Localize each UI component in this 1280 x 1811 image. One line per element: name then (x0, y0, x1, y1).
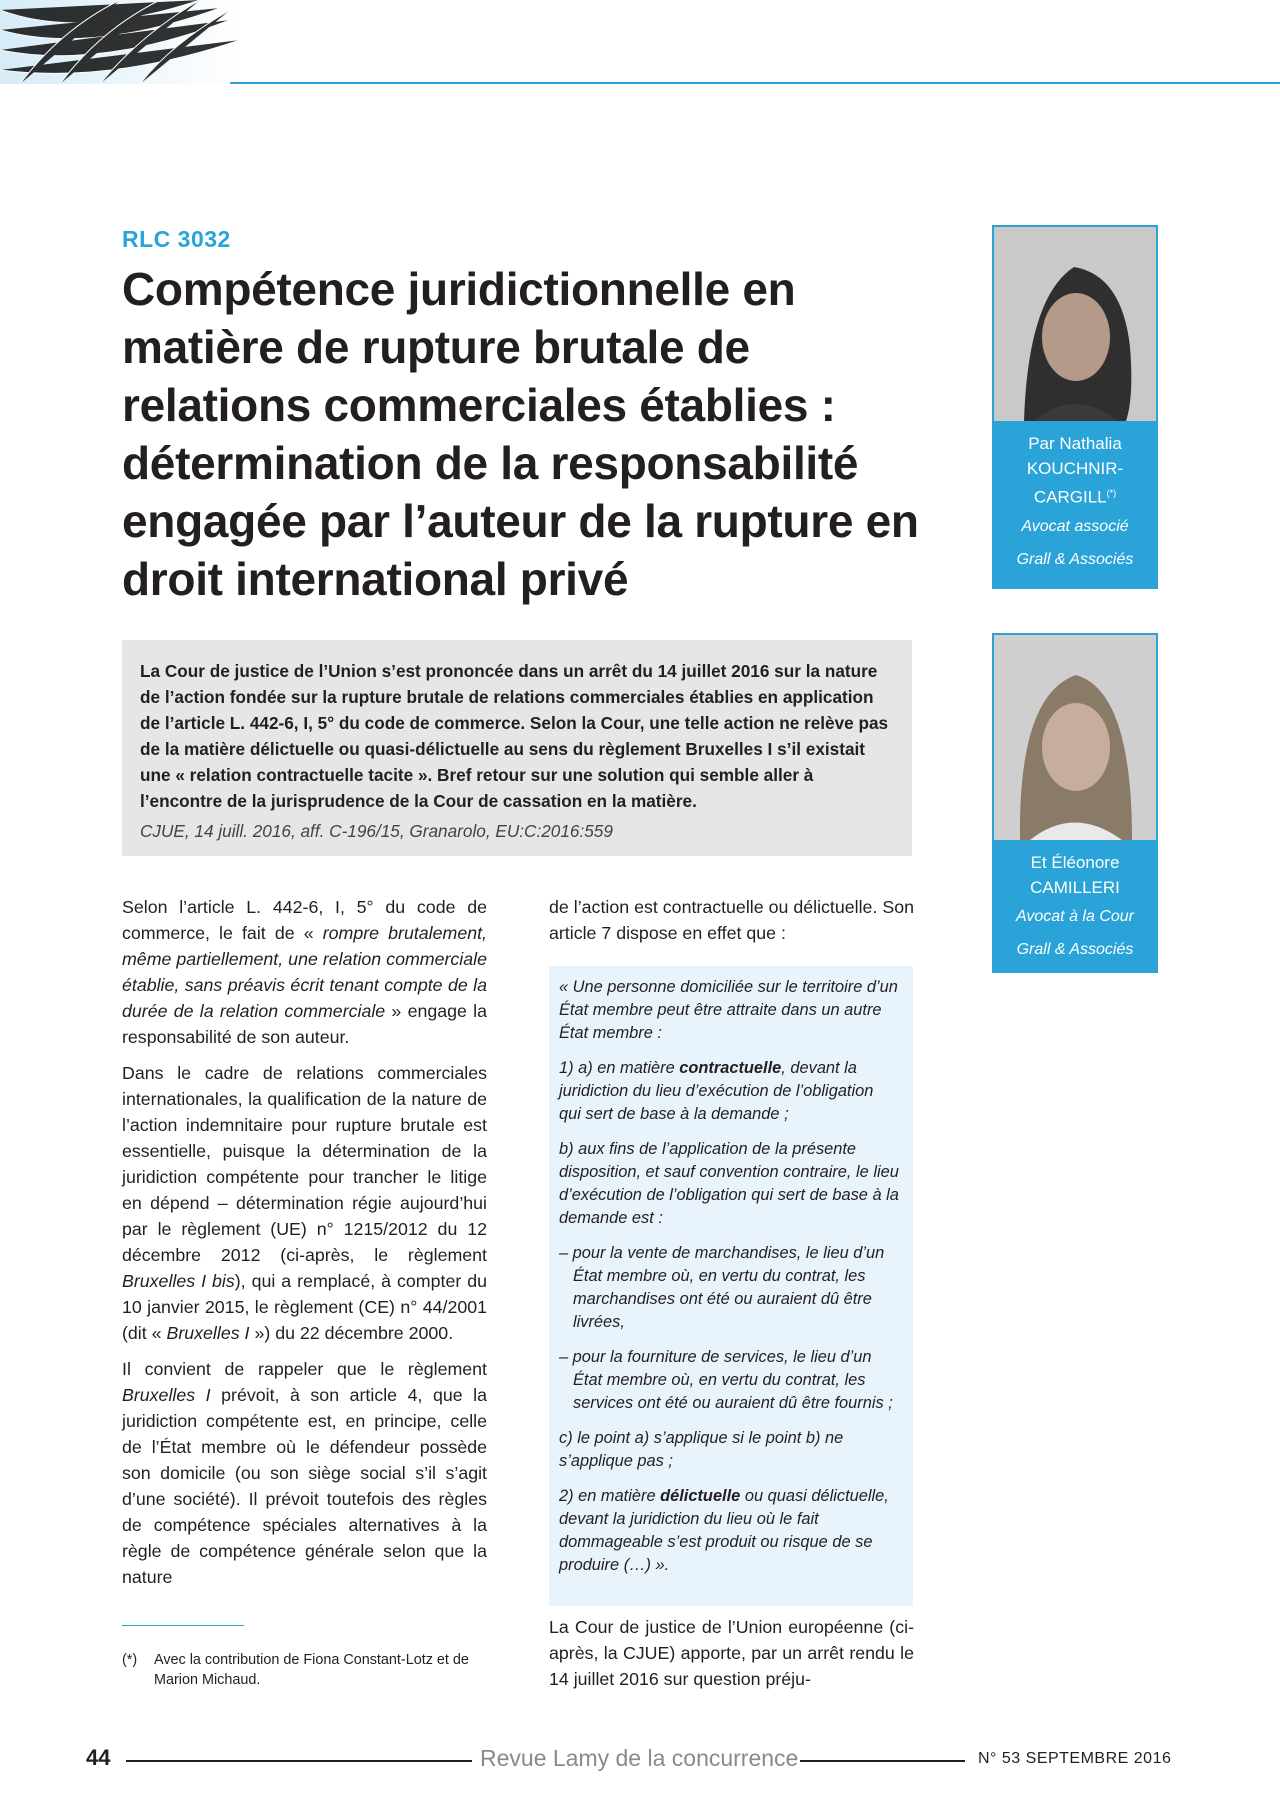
quote-paragraph: « Une personne domiciliée sur le territoire d’un État membre peut être attraite dans un autre État membre : (559, 978, 898, 1042)
case-citation: CJUE, 14 juill. 2016, aff. C-196/15, Granarolo, EU:C:2016:559 (140, 821, 613, 841)
article-title: Compétence juridictionnelle en matière de rupture brutale de relations commerciales établies : détermination de la responsabilité engagée par l’auteur de la rupture en droit international privé (122, 263, 919, 605)
author-role: Avocat associé (1021, 517, 1129, 535)
author-info: Et Éléonore CAMILLERI Avocat à la Cour Grall & Associés (994, 840, 1156, 974)
footer-rule-left (126, 1760, 472, 1762)
author-firm: Grall & Associés (1016, 550, 1134, 568)
article-reference: RLC 3032 (122, 226, 231, 252)
author-photo (994, 227, 1156, 421)
author-photo (994, 635, 1156, 840)
body-column-left (122, 894, 487, 1600)
footnote-mark: (*) (122, 1652, 138, 1668)
author-firm: Grall & Associés (1016, 941, 1134, 958)
paragraph: La Cour de justice de l’Union européenne (ci-après, la CJUE) apporte, par un arrêt rendu le 14 juillet 2016 sur question préju- (549, 1617, 914, 1689)
page-number: 44 (86, 1745, 111, 1770)
author-info: Par Nathalia KOUCHNIR- CARGILL(*) Avocat associé Grall & Associés (994, 421, 1156, 584)
journal-title: Revue Lamy de la concurrence (480, 1745, 799, 1771)
paragraph: Dans le cadre de relations commerciales internationales, la qualification de la nature de l’action indemnitaire pour rupture brutale est essentielle, puisque la détermination de la juridiction compétente pour trancher le litige en dépend – détermination régie aujourd’hui par le règlement (UE) n° 1215/2012 du 12 décembre 2012 (ci-après, le règlement Bruxelles I bis), qui a remplacé, à compter du 10 janvier 2015, le règlement (CE) n° 44/2001 (dit « Bruxelles I ») du 22 décembre 2000. (122, 1063, 488, 1343)
footnote-rule (122, 1625, 244, 1626)
abstract-text: La Cour de justice de l’Union s’est prononcée dans un arrêt du 14 juillet 2016 sur la nature de l’action fondée sur la rupture brutale de relations commerciales établies en application de l’article L. 442-6, I, 5° du code de commerce. Selon la Cour, une telle action ne relève pas de la matière délictuelle ou quasi-délictuelle au sens du règlement Bruxelles I s’il existait une « relation contractuelle tacite ». Bref retour sur une solution qui semble aller à l’encontre de la jurisprudence de la Cour de cassation en la matière. (140, 661, 889, 811)
body-column-right (549, 894, 914, 956)
quote-paragraph: b) aux fins de l’application de la présente disposition, et sauf convention contraire, le lieu d’exécution de l’obligation qui sert de base à la demande est : (559, 1140, 899, 1227)
header-rule (230, 82, 1280, 84)
author-card (992, 633, 1158, 973)
issue-info: N° 53 SEPTEMBRE 2016 (978, 1750, 1172, 1767)
paragraph: de l’action est contractuelle ou délictuelle. Son article 7 dispose en effet que : (549, 897, 914, 943)
quote-list-item: – pour la vente de marchandises, le lieu d’un État membre où, en vertu du contrat, les marchandises ont été ou auraient dû être livrées, (559, 1244, 885, 1331)
author-role: Avocat à la Cour (1016, 908, 1134, 925)
quote-paragraph: 1) a) en matière contractuelle, devant la juridiction du lieu d’exécution de l’obligation qui sert de base à la demande ; (559, 1059, 874, 1123)
quote-paragraph: 2) en matière délictuelle ou quasi délictuelle, devant la juridiction du lieu où le fait dommageable s’est produit ou risque de se produire (…) ». (559, 1487, 889, 1574)
author-card (992, 225, 1158, 589)
quote-paragraph: c) le point a) s’applique si le point b) ne s’applique pas ; (559, 1429, 844, 1470)
article-7-quote (549, 966, 913, 1606)
footer-rule-right (800, 1760, 965, 1762)
paragraph: Il convient de rappeler que le règlement Bruxelles I prévoit, à son article 4, que la juridiction compétente est, en principe, celle de l’État membre où le défendeur possède son domicile (ou son siège social s’il s’agit d’une société). Il prévoit toutefois des règles de compétence spéciales alternatives à la règle de compétence générale selon que la nature (122, 1359, 487, 1587)
abstract-box (122, 640, 912, 856)
header-decoration (0, 0, 1280, 84)
quote-list-item: – pour la fourniture de services, le lieu d’un État membre où, en vertu du contrat, les services ont été ou auraient dû être fournis ; (559, 1348, 893, 1412)
paragraph: Selon l’article L. 442-6, I, 5° du code de commerce, le fait de « rompre brutalement, même partiellement, une relation commerciale établie, sans préavis écrit tenant compte de la durée de la relation commerciale » engage la responsabilité de son auteur. (122, 897, 487, 1047)
footnote (122, 1650, 487, 1690)
body-column-right-continued (549, 1614, 914, 1702)
footnote-text: Avec la contribution de Fiona Constant-Lotz et de Marion Michaud. (154, 1652, 469, 1688)
